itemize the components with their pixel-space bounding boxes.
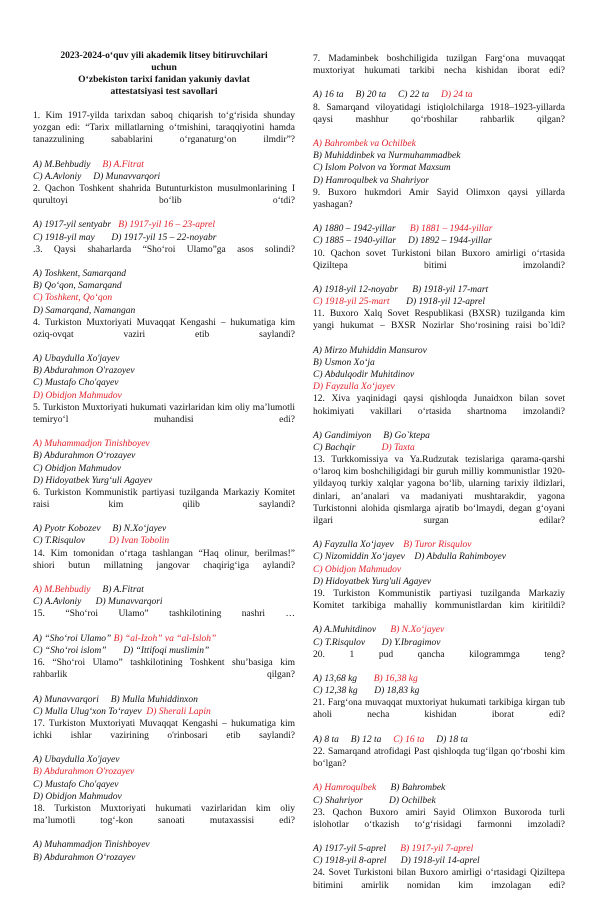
question-text: 8. Samarqand viloyatidagi istiqlolchilarga 1918–1923-yillarda qaysi mashhur qo‘rboshilar rahbarlik qilgan?: [313, 102, 565, 125]
answer-option: B) 1918-yil 17-mart: [397, 284, 489, 295]
correct-answer-option: C) 16 ta: [381, 734, 425, 745]
title-line: 2023-2024-o‘quv yili akademik litsey bitiruvchilari: [60, 50, 268, 61]
question-text: 21. Farg‘ona muvaqqat muxtoriyat hukumati tarkibiga kirgan tub aholi necha kishidan iborat edi?: [313, 698, 565, 721]
answer-options-line: [313, 284, 565, 296]
answer-options-line: [33, 791, 295, 803]
answer-options-line: [313, 673, 565, 685]
answer-options-line: [313, 296, 565, 308]
question-text: 10. Qachon sovet Turkistoni bilan Buxoro amirligi o‘rtasida Qiziltepa bitimi imzolandi?: [313, 248, 565, 271]
answer-option: C) Shahriyor: [313, 795, 363, 806]
question-text: 24. Sovet Turkistoni bilan Buxoro amirligi o‘rtasidagi Qiziltepa bitimini amirlik nomidan kim imzolagan edi?: [313, 868, 565, 891]
question-text: 7. Madaminbek boshchiligida tuzilgan Farg‘ona muvaqqat muxtoriyat hukumati tarkibi necha kishidan iborat edi?: [313, 54, 565, 77]
answer-options-line: [313, 150, 565, 162]
correct-answer-option: B) 1917-yil 7-aprel: [386, 844, 474, 855]
question-text: 15. “Sho‘roi Ulamo” tashkilotining nashri …: [33, 609, 295, 620]
answer-option: D) 1918-yil 12-aprel: [389, 297, 485, 308]
answer-option: A) 1917-yil sentyabr: [33, 220, 112, 231]
title-line: uchun: [151, 62, 177, 73]
answer-options-line: [313, 345, 565, 357]
answer-options-line: [33, 390, 295, 402]
answer-options-line: [313, 235, 565, 247]
answer-options-line: [313, 576, 565, 588]
answer-option: A) M.Behbudiy: [33, 159, 91, 170]
correct-answer-option: D) Ivan Tobolin: [85, 536, 170, 547]
correct-answer-option: B) 16,38 kg: [357, 673, 418, 684]
answer-options-line: [313, 138, 565, 150]
answer-option: C) 1885 – 1940-yillar: [313, 236, 397, 247]
question-text: 13. Turkkomissiya va Ya.Rudzutak tezislariga qarama-qarshi o‘laroq kim boshchiligidagi bir guruh milliy kommunistlar 1920-yildayoq turkiy xalqlar yagona bo‘lib, ularning tarixiy ildizlari, dinlari, an’analari va madaniyati mushtarakdir, yagona Turkistonni alohida qismlarga ajratib bo‘lmaydi, degan g‘oyani ilgari surgan edilar?: [313, 455, 565, 526]
answer-option: C) Nizomiddin Xo‘jayev: [313, 552, 405, 563]
answer-options-line: [33, 475, 295, 487]
answer-option: D) Hamroqulbek va Shahriyor: [313, 175, 430, 186]
answer-option: A) Ubaydulla Xo'jayev: [33, 755, 120, 766]
answer-options-line: [33, 353, 295, 365]
answer-options-line: [313, 782, 565, 794]
answer-option: D) 18,83 kg: [357, 686, 420, 697]
correct-answer-option: A) M.Behbudiy: [33, 585, 91, 596]
answer-option: A) 1880 – 1942-yillar: [313, 224, 396, 235]
answer-options-line: [33, 754, 295, 766]
answer-option: D) Obidjon Mahmudov: [33, 791, 122, 802]
left-column: [33, 50, 295, 864]
answer-options-line: [33, 645, 295, 657]
answer-option: D) 1918-yil 14-aprel: [386, 856, 480, 867]
answer-option: B) Go`ktepa: [371, 430, 430, 441]
answer-options-line: [313, 795, 565, 807]
answer-option: C) Bachqir: [313, 443, 356, 453]
answer-option: C) Mustafo Cho'qayev: [33, 378, 119, 389]
answer-option: A) Fayzulla Xo‘jayev: [313, 540, 394, 551]
correct-answer-option: A) Hamroqulbek: [313, 783, 377, 794]
answer-option: A) 8 ta: [313, 734, 339, 745]
title-line: O‘zbekiston tarixi fanidan yakuniy davlat: [78, 74, 250, 85]
answer-option: B) N.Xo‘jayev: [100, 524, 167, 535]
answer-options-line: [313, 162, 565, 174]
answer-options-line: [313, 223, 565, 235]
question-text: 9. Buxoro hukmdori Amir Sayid Olimxon qaysi yillarda yashagan?: [313, 187, 565, 210]
answer-option: C) 1918-yil may: [33, 232, 95, 243]
correct-answer-option: B) 1917-yil 16 – 23-aprel: [111, 220, 215, 231]
answer-options-line: [313, 539, 565, 551]
answer-option: C) 1918-yil 8-aprel: [313, 856, 387, 867]
answer-options-line: [313, 430, 565, 442]
answer-options-line: [33, 852, 295, 864]
title-line: attestatsiyasi test savollari: [110, 86, 218, 97]
question-list: [33, 110, 295, 864]
answer-option: A) “Sho‘roi Ulamo”: [33, 633, 112, 644]
answer-option: A) Pyotr Kobozev: [33, 524, 101, 535]
answer-option: D) Ochilbek: [362, 795, 436, 806]
answer-option: C) Islom Polvon va Yormat Maxsum: [313, 163, 451, 174]
answer-options-line: [313, 624, 565, 636]
answer-option: C) T.Risqulov: [33, 536, 86, 547]
answer-option: D) 1917-yil 15 – 22-noyabr: [94, 232, 217, 243]
answer-option: D) “Ittifoqi muslimin”: [106, 645, 210, 656]
answer-options-line: [313, 685, 565, 697]
answer-options-line: [33, 523, 295, 535]
answer-options-line: [33, 450, 295, 462]
answer-options-line: [33, 596, 295, 608]
answer-option: D) Hidoyatbek Yurg‘uli Agayev: [33, 475, 153, 486]
answer-option: C) “Sho‘roi islom”: [33, 645, 107, 656]
answer-options-line: [313, 855, 565, 867]
answer-option: A) Mirzo Muhiddin Mansurov: [313, 345, 427, 356]
correct-answer-option: A) Bahrombek va Ochilbek: [313, 139, 416, 150]
answer-option: D) Abdulla Rahimboyev: [404, 552, 506, 563]
answer-option: D) Hidoyatbek Yurg'uli Agayev: [313, 576, 432, 587]
answer-option: A) A.Muhitdinov: [313, 625, 377, 636]
correct-answer-option: B) A.Fitrat: [90, 159, 144, 170]
question-text: 2. Qachon Toshkent shahrida Butunturkiston musulmonlarining I qurultoyi bo‘lib o‘tdi?: [33, 183, 295, 207]
question-text: 16. “Sho‘roi Ulamo” tashkilotining Toshkent shu’basiga kim rahbarlik qilgan?: [33, 658, 295, 681]
question-text: 11. Buxoro Xalq Sovet Respublikasi (BXSR) tuzilganda kim yangi hukumat – BXSR Nozirlar Sho‘rosining raisi bo`ldi?: [313, 309, 565, 332]
answer-option: B) Abdurahmon O‘rozayev: [33, 852, 136, 863]
answer-options-line: [313, 551, 565, 563]
answer-option: A) Muhammadjon Tinishboyev: [33, 840, 150, 851]
answer-options-line: [313, 843, 565, 855]
answer-options-line: [33, 159, 295, 171]
answer-options-line: [33, 535, 295, 547]
correct-answer-option: D) 24 ta: [429, 90, 473, 101]
correct-answer-option: B) “al-Izoh” va “al-Isloh”: [111, 633, 217, 644]
correct-answer-option: D) Obidjon Mahmudov: [33, 390, 122, 401]
answer-options-line: [313, 734, 565, 746]
answer-options-line: [33, 766, 295, 778]
answer-options-line: [313, 89, 565, 101]
answer-options-line: [33, 171, 295, 183]
answer-options-line: [313, 369, 565, 381]
answer-options-line: [33, 694, 295, 706]
answer-options-line: [33, 633, 295, 645]
correct-answer-option: C) Toshkent, Qo‘qon: [33, 293, 113, 304]
answer-option: C) A.Avloniy: [33, 597, 82, 608]
question-text: 5. Turkiston Muxtoriyati hukumati vazirlaridan kim oliy ma’lumotli temiryo‘l muhandisi edi?: [33, 402, 295, 425]
answer-option: C) T.Risqulov: [313, 637, 366, 648]
answer-options-line: [313, 637, 565, 649]
answer-option: A) 13,68 kg: [313, 673, 358, 684]
answer-option: D) 1892 – 1944-yillar: [396, 236, 492, 247]
question-list: [313, 53, 565, 904]
question-text: 14. Kim tomonidan o‘rtaga tashlangan “Haq olinur, berilmas!” shiori butun millatning jangovar chaqirig‘iga aylandi?: [33, 548, 295, 571]
right-column: [313, 53, 565, 904]
answer-option: C) 22 ta: [386, 90, 430, 101]
answer-option: C) Obidjon Mahmudov: [33, 463, 122, 474]
answer-option: B) Muhiddinbek va Nurmuhammadbek: [313, 151, 461, 162]
answer-options-line: [33, 779, 295, 791]
answer-option: B) 20 ta: [343, 90, 387, 101]
answer-options-line: [313, 381, 565, 393]
answer-option: C) Abdulqodir Muhitdinov: [313, 370, 415, 381]
answer-option: D) Munavvarqori: [81, 171, 161, 182]
correct-answer-option: B) 1881 – 1944-yillar: [395, 224, 493, 235]
answer-option: D) 18 ta: [424, 734, 468, 745]
answer-option: D) Samarqand, Namangan: [33, 305, 136, 316]
answer-options-line: [33, 280, 295, 292]
question-text: 23. Qachon Buxoro amiri Sayid Olimxon Buxoroda turli islohotlar o‘tkazish to‘g‘risidagi farmonni imzoladi?: [313, 807, 565, 830]
answer-option: B) Qo‘qon, Samarqand: [33, 281, 122, 292]
question-text: 22. Samarqand atrofidagi Past qishloqda tug‘ilgan qo‘rboshi kim bo‘lgan?: [313, 746, 565, 770]
answer-option: C) Mulla Ulug‘xon To‘rayev: [33, 706, 142, 717]
correct-answer-option: C) 1918-yil 25-mart: [313, 297, 390, 308]
correct-answer-option: D) Taxta: [355, 443, 415, 453]
answer-options-line: [33, 219, 295, 231]
answer-option: C) A.Avloniy: [33, 171, 82, 182]
document-title: [33, 50, 295, 98]
correct-answer-option: C) Obidjon Mahmudov: [313, 564, 402, 575]
answer-option: C) 12,38 kg: [313, 686, 358, 697]
correct-answer-option: B) N.Xo‘jayev: [376, 625, 445, 636]
question-text: 6. Turkiston Kommunistik partiyasi tuzilganda Markaziy Komitet raisi kim qilib saylandi?: [33, 487, 295, 510]
question-text: 20. 1 pud qancha kilogrammga teng?: [313, 649, 565, 660]
question-text: 17. Turkiston Muxtoriyati Muvaqqat Kengashi – hukumatiga kim ichki ishlar vazirining o'rinbosari etib saylandi?: [33, 718, 295, 741]
question-text: 12. Xiva yaqinidagi qaysi qishloqda Junaidxon bilan sovet hokimiyati vakillari o‘rtasida shartnoma imzolandi?: [313, 394, 565, 417]
question-text: 1. Kim 1917-yilda tarixdan saboq chiqarish to‘g‘risida shunday yozgan edi: “Tarix millatlarning o‘tmishini, taraqqiyotini hamda tanazzulining sabablarini o‘rganaturg‘on ilmdir”?: [33, 111, 295, 146]
correct-answer-option: D) Fayzulla Xo‘jayev: [313, 382, 395, 393]
answer-options-line: [313, 175, 565, 187]
answer-options-line: [33, 305, 295, 317]
answer-option: A) Munavvarqori: [33, 694, 99, 705]
question-text: .3. Qaysi shaharlarda “Sho‘roi Ulamo”ga asos solindi?: [33, 244, 295, 255]
answer-options-line: [33, 268, 295, 280]
answer-option: B) Usmon Xo‘ja: [313, 357, 375, 368]
correct-answer-option: B) Abdurahmon O'rozayev: [33, 767, 135, 778]
question-text: 18. Turkiston Muxtoriyati hukumati vazirlaridan kim oliy ma’lumotli tog‘-kon sanoati mutaxassisi edi?: [33, 803, 295, 827]
answer-options-line: [33, 438, 295, 450]
answer-options-line: [33, 365, 295, 377]
answer-option: A) Gandimiyon: [313, 430, 372, 441]
answer-options-line: [33, 377, 295, 389]
answer-option: D) Y.Ibragimov: [365, 637, 441, 648]
answer-option: B) A.Fitrat: [90, 585, 144, 596]
correct-answer-option: D) Sherali Lapin: [141, 706, 211, 717]
answer-option: A) Ubaydulla Xo'jayev: [33, 354, 120, 365]
answer-option: D) Munavvarqori: [81, 597, 163, 608]
correct-answer-option: B) Turor Risqulov: [393, 540, 472, 551]
answer-options-line: [33, 839, 295, 851]
answer-options-line: [33, 584, 295, 596]
answer-options-line: [33, 232, 295, 244]
answer-options-line: [313, 564, 565, 576]
correct-answer-option: A) Muhammadjon Tinishboyev: [33, 439, 150, 450]
answer-options-line: [33, 292, 295, 304]
answer-option: A) 1917-yil 5-aprel: [313, 844, 386, 855]
answer-options-line: [313, 442, 565, 454]
answer-options-line: [33, 706, 295, 718]
answer-options-line: [33, 463, 295, 475]
answer-option: A) Toshkent, Samarqand: [33, 269, 126, 280]
question-text: 4. Turkiston Muxtoriyati Muvaqqat Kengashi – hukumatiga kim oziq-ovqat vaziri etib saylandi?: [33, 317, 295, 340]
answer-option: A) 1918-yil 12-noyabr: [313, 284, 398, 295]
answer-option: B) Bahrombek: [376, 783, 446, 794]
answer-option: B) Mulla Muhiddinxon: [98, 694, 198, 705]
answer-options-line: [313, 357, 565, 369]
question-text: 19. Turkiston Kommunistik partiyasi tuzilganda Markaziy Komitet tarkibiga mahalliy kommunistlardan kim kiritildi?: [313, 588, 565, 612]
answer-option: B) 12 ta: [338, 734, 382, 745]
answer-option: B) Abdurahmon O‘rozayev: [33, 451, 136, 462]
answer-option: B) Abdurahmon O'razoyev: [33, 366, 135, 377]
answer-option: A) 16 ta: [313, 90, 344, 101]
answer-option: C) Mustafo Cho'qayev: [33, 779, 119, 790]
